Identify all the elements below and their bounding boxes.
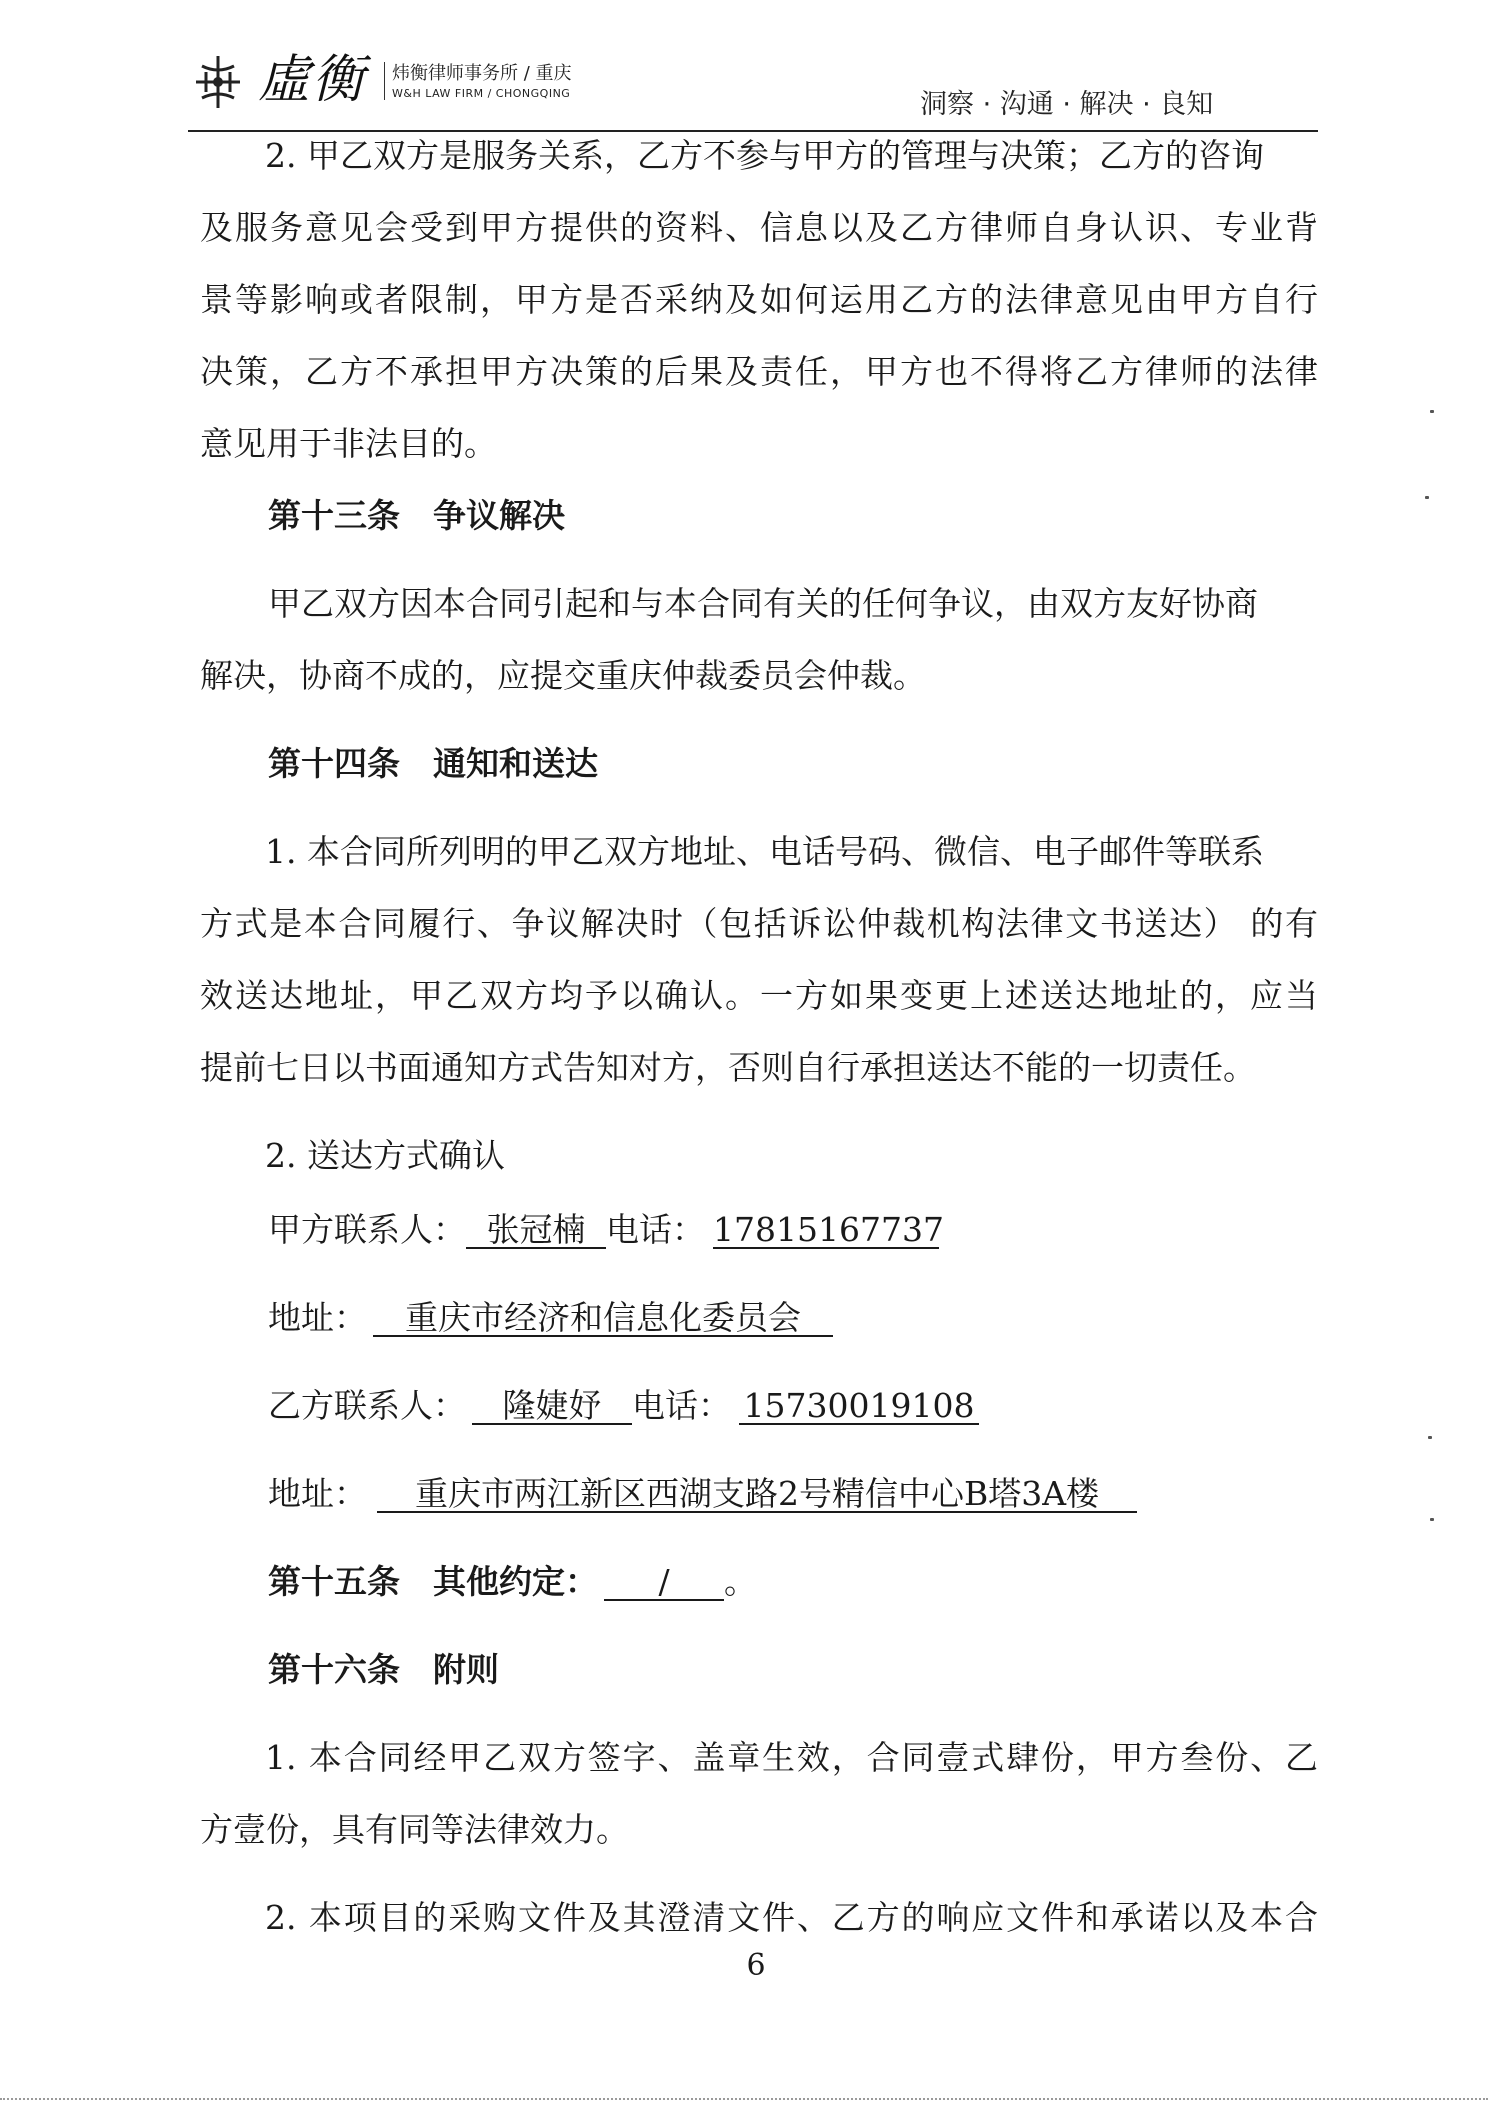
header-rule [188, 130, 1318, 132]
article16-heading: 第十六条 附则 [268, 1650, 499, 1689]
scan-speck [1430, 410, 1434, 413]
scan-speck [1430, 1518, 1434, 1521]
header-separator [384, 62, 385, 100]
firm-brand-name: 虛衡 [258, 50, 367, 110]
scan-speck [1428, 1436, 1432, 1439]
article12-line: 及服务意见会受到甲方提供的资料、信息以及乙方律师自身认识、专业背 [200, 208, 1318, 247]
party-a-address-label: 地址： [268, 1298, 367, 1337]
page-number: 6 [746, 1948, 766, 1983]
firm-name-en: W&H LAW FIRM / CHONGQING [392, 87, 571, 100]
article16-line: 2. 本项目的采购文件及其澄清文件、乙方的响应文件和承诺以及本合 [265, 1898, 1318, 1937]
party-a-phone-label: 电话： [606, 1210, 705, 1249]
article14-line: 提前七日以书面通知方式告知对方，否则自行承担送达不能的一切责任。 [200, 1048, 1256, 1087]
party-b-address-label: 地址： [268, 1474, 367, 1513]
article12-line: 意见用于非法目的。 [200, 424, 497, 463]
article13-line: 解决，协商不成的，应提交重庆仲裁委员会仲裁。 [200, 656, 926, 695]
article14-line: 方式是本合同履行、争议解决时（包括诉讼仲裁机构法律文书送达） 的有 [200, 904, 1318, 943]
scan-speck [1425, 496, 1429, 499]
party-a-contact-label: 甲方联系人： [268, 1210, 466, 1249]
party-b-contact-value: 隆婕妤 [472, 1389, 632, 1425]
party-a-address-value: 重庆市经济和信息化委员会 [373, 1301, 833, 1337]
party-a-contact-value: 张冠楠 [466, 1213, 606, 1249]
party-a-address-row [268, 1298, 833, 1338]
firm-name-cn: 炜衡律师事务所 / 重庆 [392, 63, 572, 84]
article13-line: 甲乙双方因本合同引起和与本合同有关的任何争议，由双方友好协商 [268, 584, 1258, 623]
article12-line: 决策，乙方不承担甲方决策的后果及责任，甲方也不得将乙方律师的法律 [200, 352, 1318, 391]
article15-end: 。 [724, 1562, 757, 1601]
article12-line: 2. 甲乙双方是服务关系，乙方不参与甲方的管理与决策；乙方的咨询 [265, 136, 1264, 175]
article12-line: 景等影响或者限制，甲方是否采纳及如何运用乙方的法律意见由甲方自行 [200, 280, 1318, 319]
party-b-phone-value: 15730019108 [739, 1389, 979, 1425]
article14-line: 1. 本合同所列明的甲乙双方地址、电话号码、微信、电子邮件等联系 [265, 832, 1264, 871]
party-a-phone-value: 17815167737 [713, 1210, 944, 1249]
party-b-phone-label: 电话： [632, 1386, 731, 1425]
article14-heading: 第十四条 通知和送达 [268, 744, 598, 783]
article15-heading: 第十五条 其他约定： [268, 1562, 598, 1601]
party-b-address-value: 重庆市两江新区西湖支路2号精信中心B塔3A楼 [377, 1477, 1137, 1513]
article15-value: / [604, 1565, 724, 1601]
article16-line: 1. 本合同经甲乙双方签字、盖章生效，合同壹式肆份，甲方叁份、乙 [265, 1738, 1318, 1777]
firm-logo-icon [188, 52, 248, 112]
article16-line: 方壹份，具有同等法律效力。 [200, 1810, 629, 1849]
party-a-contact-row [268, 1210, 944, 1250]
delivery-method-heading: 2. 送达方式确认 [265, 1136, 505, 1175]
party-b-contact-row [268, 1386, 979, 1426]
scan-bottom-edge [0, 2098, 1488, 2104]
article15-row [268, 1562, 757, 1602]
article13-heading: 第十三条 争议解决 [268, 496, 565, 535]
party-b-contact-label: 乙方联系人： [268, 1386, 466, 1425]
firm-slogan: 洞察 · 沟通 · 解决 · 良知 [920, 89, 1214, 120]
article14-line: 效送达地址，甲乙双方均予以确认。一方如果变更上述送达地址的，应当 [200, 976, 1318, 1015]
party-b-address-row [268, 1474, 1137, 1514]
